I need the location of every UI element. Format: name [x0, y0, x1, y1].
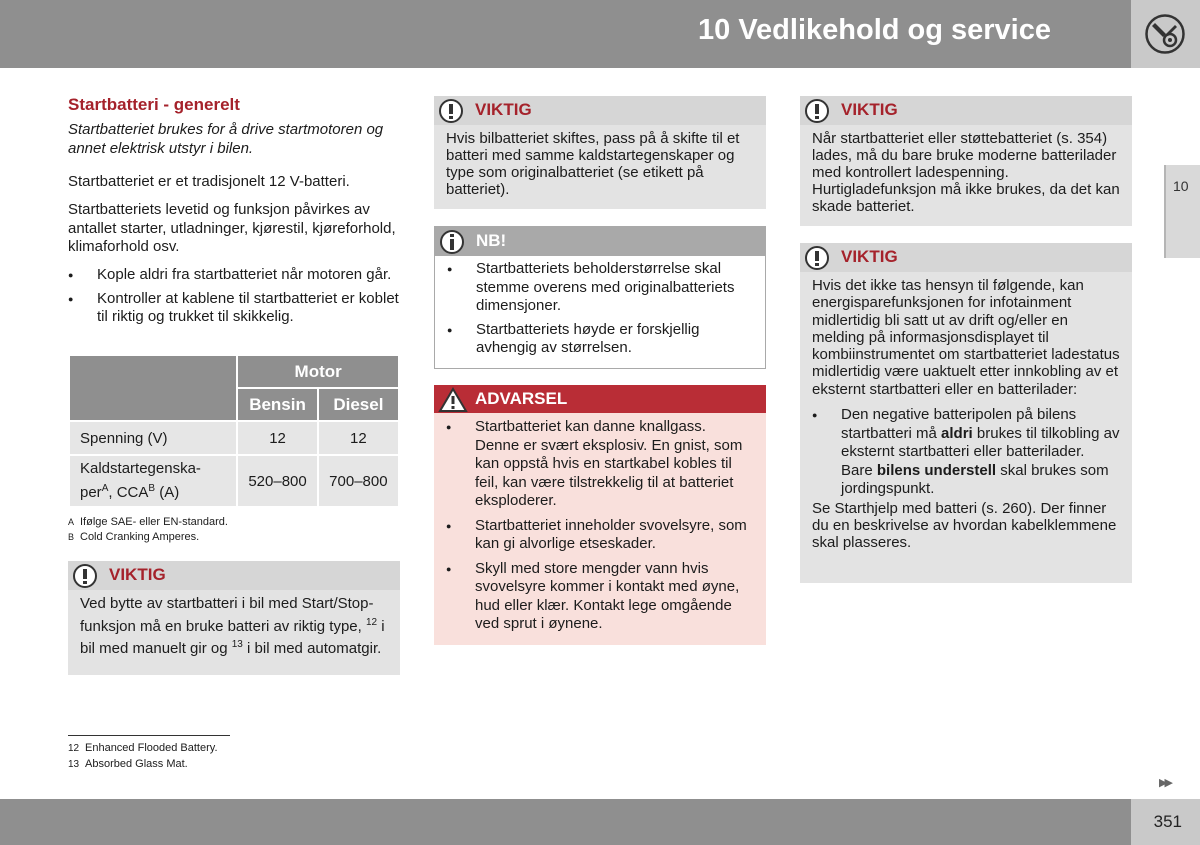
footnotes	[68, 741, 218, 772]
list-item: ● Startbatteriet kan danne knallgass. Denne er svært eksplosiv. En gnist, som kan oppstå hvis en startkabel kobles til feil, kan være tilstrekkelig til at batteriet eksploderer.	[446, 418, 754, 511]
next-page-arrows-icon[interactable]: ▶▶	[1159, 777, 1170, 789]
important-box	[434, 96, 766, 209]
table-notes	[68, 515, 228, 544]
footnote: 12 Enhanced Flooded Battery.	[68, 742, 218, 754]
important-box-header	[68, 561, 400, 590]
table-group-header: Motor	[237, 355, 399, 388]
note-box-label: NB!	[476, 231, 507, 250]
list-item: ● Startbatteriets høyde er forskjellig avhengig av størrelsen.	[447, 321, 753, 358]
important-box-header	[800, 96, 1132, 125]
paragraph-1: Startbatteriet er et tradisjonelt 12 V-batteri.	[68, 173, 350, 190]
table-row-label: Kaldstartegenska- per$^A$, $CCA^B$ (A)	[69, 455, 237, 507]
important-box-label: VIKTIG	[109, 565, 166, 584]
battery-spec-table	[68, 354, 400, 508]
table-cell: 12	[318, 421, 399, 455]
table-col-header: Diesel	[318, 388, 399, 421]
table-note: B Cold Cranking Amperes.	[68, 530, 200, 543]
table-row-label: Spenning (V)	[69, 421, 237, 455]
list-item: ● Startbatteriets beholderstørrelse skal stemme overens med originalbatteriets dimensjoner.	[447, 260, 753, 316]
section-intro: Startbatteriet brukes for å drive startmotoren og annet elektrisk utstyr i bilen.	[68, 121, 384, 157]
important-box-text: Når startbatteriet eller støttebatteriet (s. 354) lades, må du bare bruke moderne batterilader med kontrollert ladespenning. Hurtigladefunksjon må ikke brukes, da det kan skade batteriet.	[812, 130, 1120, 215]
important-box	[68, 561, 400, 675]
chapter-header	[0, 0, 1131, 68]
note-box-header	[435, 227, 765, 256]
important-box-text: Hvis bilbatteriet skiftes, pass på å skifte til et batteri med samme kaldstartegenskaper og type som originalbatteriet (se etikett på batteriet).	[446, 130, 740, 198]
important-box-content	[800, 272, 1132, 561]
list-item: ● Den negative batteripolen på bilens startbatteri må aldri brukes til tilkobling av eksternt startbatteri eller batterilader. Bare bilens understell skal brukes som jordingspunkt.	[812, 406, 1120, 499]
paragraph-2: Startbatteriets levetid og funksjon påvirkes av antallet starter, utladninger, kjørestil, kjøreforhold, klimaforhold osv.	[68, 201, 396, 255]
important-box-header	[800, 243, 1132, 272]
footnote-divider	[68, 735, 230, 736]
info-icon	[439, 229, 465, 255]
exclamation-icon	[804, 98, 830, 124]
list-item: ● Kontroller at kablene til startbatteriet er koblet til riktig og trukket til skikkelig.	[68, 290, 400, 327]
table-col-header: Bensin	[237, 388, 317, 421]
page-number-box	[1131, 799, 1200, 845]
chapter-icon-box	[1131, 0, 1200, 68]
warning-triangle-icon	[438, 387, 468, 413]
exclamation-icon	[804, 245, 830, 271]
warning-box-header	[434, 385, 766, 413]
important-box	[800, 243, 1132, 583]
important-box	[800, 96, 1132, 226]
note-box	[434, 226, 766, 369]
table-row	[69, 421, 399, 455]
table-cell: 700–800	[318, 455, 399, 507]
warning-box-label: ADVARSEL	[475, 389, 568, 408]
exclamation-icon	[438, 98, 464, 124]
important-box-label: VIKTIG	[841, 247, 898, 266]
important-box-text: Hvis det ikke tas hensyn til følgende, kan energisparefunksjonen for infotainment midlertidig bli satt ut av drift og/eller en melding på informasjonsdisplayet til kombiinstrumentet om startbatteriet ladestatus midlertidig være uaktuelt etter innkobling av et eksternt startbatteri eller en batterilader:	[812, 277, 1120, 398]
table-row	[69, 455, 399, 507]
page-number: 351	[1153, 812, 1182, 831]
important-box-text: Ved bytte av startbatteri i bil med Start/Stop-funksjon må en bruke batteri av riktig type, $^{12}$ i bil med manuelt gir og $^{13}$ i bil med automatgir.	[80, 595, 385, 657]
page-footer	[0, 799, 1131, 845]
warning-box	[434, 385, 766, 645]
important-box-label: VIKTIG	[475, 100, 532, 119]
warning-box-list	[434, 413, 766, 644]
note-box-list	[435, 256, 765, 368]
table-cell: 520–800	[237, 455, 317, 507]
chapter-side-tab[interactable]	[1164, 165, 1200, 258]
chapter-title: 10 Vedlikehold og service	[698, 14, 1051, 46]
chapter-side-tab-label: 10	[1173, 178, 1189, 194]
table-note: A Ifølge SAE- eller EN-standard.	[68, 516, 228, 528]
important-box-label: VIKTIG	[841, 100, 898, 119]
important-box-header	[434, 96, 766, 125]
section-title: Startbatteri - generelt	[68, 95, 240, 114]
list-item: ● Kople aldri fra startbatteriet når motoren går.	[68, 266, 400, 285]
bullet-list	[68, 266, 400, 327]
exclamation-icon	[72, 563, 98, 589]
wrench-gear-icon	[1144, 13, 1186, 55]
list-item: ● Skyll med store mengder vann hvis svovelsyre kommer i kontakt med øyne, hud eller klær. Kontakt lege omgående ved sprut i øynene.	[446, 560, 754, 634]
list-item: ● Startbatteriet inneholder svovelsyre, som kan gi alvorlige etseskader.	[446, 517, 754, 554]
table-corner-cell	[69, 355, 237, 421]
important-box-after-text: Se Starthjelp med batteri (s. 260). Der finner du en beskrivelse av hvordan kabelklemmene skal plasseres.	[812, 499, 1117, 552]
footnote: 13 Absorbed Glass Mat.	[68, 757, 188, 770]
table-cell: 12	[237, 421, 317, 455]
